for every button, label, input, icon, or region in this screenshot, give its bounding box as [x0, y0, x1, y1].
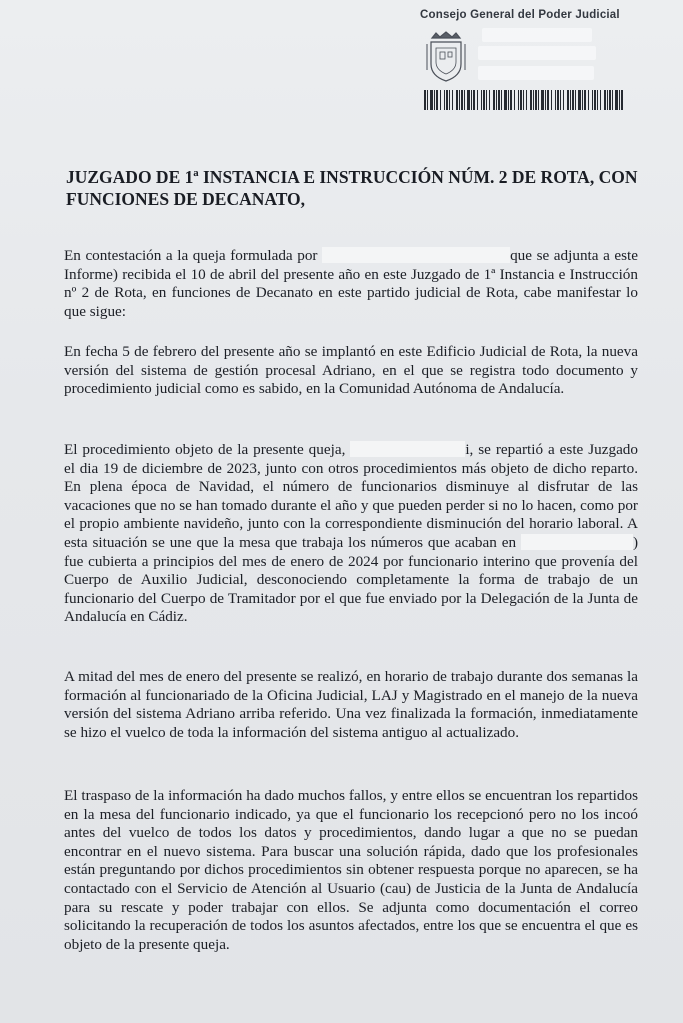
- redaction-block: [350, 441, 465, 457]
- document-title: JUZGADO DE 1ª INSTANCIA E INSTRUCCIÓN NÚM. 2 DE ROTA, CON FUNCIONES DE DECANATO,: [66, 167, 638, 209]
- paragraph-1-text-a: En contestación a la queja formulada por: [64, 247, 323, 264]
- barcode: [424, 90, 624, 110]
- paragraph-3-text-b: i, se repartió a este Juzgado el dia 19 de diciembre de 2023, junto con otros procedimientos más objeto de dicho reparto. En plena época de Navidad, el número de funcionarios disminuye al disfrutar de las vacaciones que no se han tomado durante el año y que pueden perder si no lo hacen, como por el propio ambiente navideño, junto con la correspondiente disminución del horario laboral. A esta situación se une que la mesa que trabaja los números que acaban en: [64, 441, 638, 551]
- paragraph-3: [64, 441, 638, 627]
- redaction-block: [322, 247, 510, 263]
- paragraph-5: El traspaso de la información ha dado muchos fallos, y entre ellos se encuentran los repartidos en la mesa del funcionario indicado, ya que el funcionario los recepcionó pero no los incoó antes del vuelco de todos los datos y procedimientos, dando lugar a que no se puedan encontrar en el nuevo sistema. Para buscar una solución rápida, dado que los profesionales están preguntando por dichos procedimientos sin obtener respuesta porque no aparecen, se ha contactado con el Servicio de Atención al Usuario (cau) de Justicia de la Junta de Andalucía para su rescate y poder trabajar con ellos. Se adjunta como documentación el correo solicitando la recuperación de todos los asuntos afectados, entre los que se encuentra el que es objeto de la presente queja.: [64, 787, 638, 953]
- coat-of-arms-icon: [424, 30, 468, 84]
- paragraph-3-text-a: El procedimiento objeto de la presente queja,: [64, 441, 351, 458]
- paragraph-1: [64, 247, 638, 321]
- paragraph-1-text-b: que se adjunta a este Informe) recibida el 10 de abril del presente año en este Juzgado de 1ª Instancia e Instrucción nº 2 de Rota, en funciones de Decanato en este partido judicial de Rota, cabe manifestar lo que sigue:: [64, 247, 638, 320]
- redaction-block: [521, 534, 633, 550]
- paragraph-3-text-c: ) fue cubierta a principios del mes de enero de 2024 por funcionario interino que provenía del Cuerpo de Auxilio Judicial, desconociendo completamente la forma de trabajo de un funcionario del Cuerpo de Tramitador por el que fue enviado por la Delegación de la Junta de Andalucía en Cádiz.: [64, 533, 638, 626]
- redacted-header-line: [478, 46, 596, 60]
- paragraph-2: En fecha 5 de febrero del presente año se implantó en este Edificio Judicial de Rota, la nueva versión del sistema de gestión procesal Adriano, en el que se registra todo documento y procedimiento judicial como es sabido, en la Comunidad Autónoma de Andalucía.: [64, 343, 638, 398]
- paragraph-4: A mitad del mes de enero del presente se realizó, en horario de trabajo durante dos semanas la formación al funcionariado de la Oficina Judicial, LAJ y Magistrado en el manejo de la nueva versión del sistema Adriano arriba referido. Una vez finalizada la formación, inmediatamente se hizo el vuelco de toda la información del sistema antiguo al actualizado.: [64, 668, 638, 741]
- redacted-header-line: [478, 66, 594, 80]
- issuer-header: Consejo General del Poder Judicial: [420, 9, 620, 21]
- redacted-header-line: [482, 28, 592, 42]
